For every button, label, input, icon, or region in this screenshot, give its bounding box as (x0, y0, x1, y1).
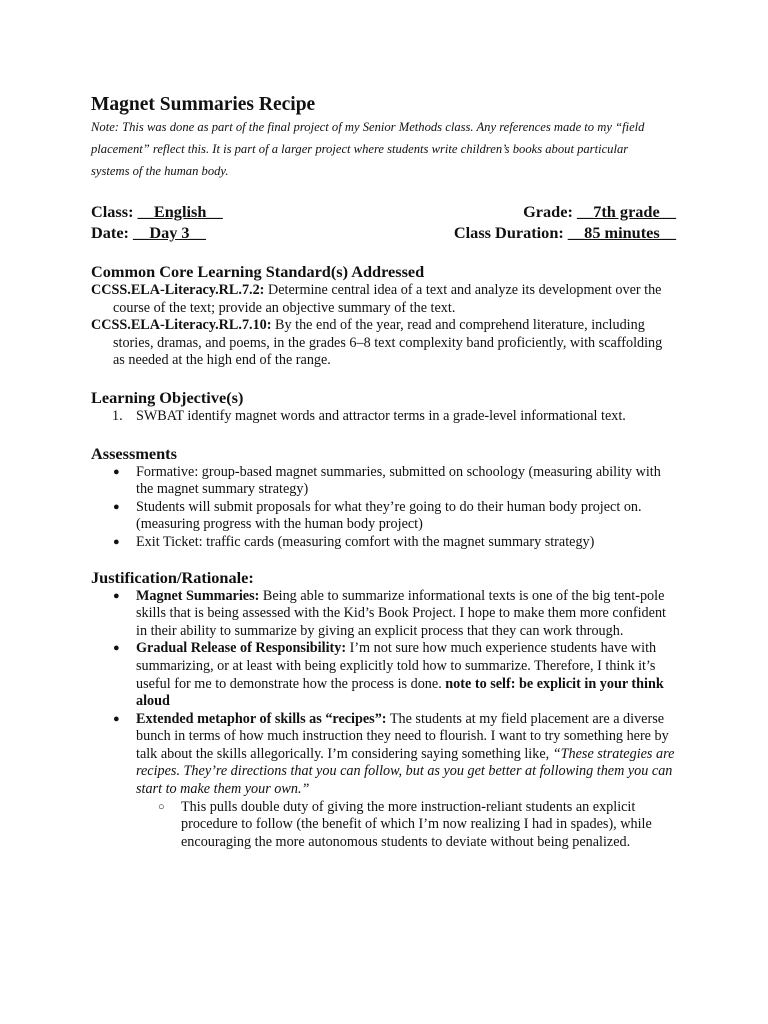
bullet-icon: ● (113, 535, 120, 548)
standard-code: CCSS.ELA-Literacy.RL.7.2: (91, 282, 265, 298)
standard-item (91, 282, 676, 317)
grade-field (523, 201, 676, 222)
assessment-text: Formative: group-based magnet summaries, submitted on schoology (measuring ability with the magnet summary strategy) (136, 463, 661, 498)
justification-label: Extended metaphor of skills as “recipes”: (136, 710, 387, 727)
objectives-list (91, 408, 676, 426)
assessment-text: Exit Ticket: traffic cards (measuring comfort with the magnet summary strategy) (136, 533, 595, 550)
standard-item (91, 317, 676, 370)
objectives-section (91, 388, 676, 426)
justification-label: Gradual Release of Responsibility: (136, 640, 347, 657)
assessment-item (91, 499, 676, 534)
justification-subitem (136, 799, 676, 852)
assessment-text: Students will submit proposals for what they’re going to do their human body project on. (measuring progress with the human body project) (136, 498, 642, 533)
assessment-item (91, 464, 676, 499)
bullet-icon: ● (113, 712, 120, 725)
justification-item (91, 711, 676, 852)
standard-code: CCSS.ELA-Literacy.RL.7.10: (91, 317, 272, 334)
grade-label: Grade: (523, 202, 573, 221)
objective-item (91, 408, 676, 426)
justification-text: The students at my field placement are a diverse bunch in terms of how much instruction they need to flourish. I want to try something here by talk about the skills allegorically. I’m considering saying something like, (136, 710, 669, 762)
bullet-icon: ● (113, 500, 120, 513)
assessment-item (91, 534, 676, 552)
standard-text: By the end of the year, read and comprehend literature, including stories, dramas, and poems, in the grades 6–8 text complexity band proficiently, with scaffolding as needed at the high end of the range. (113, 317, 663, 369)
lesson-meta (91, 201, 676, 243)
class-field (91, 201, 223, 222)
grade-value: __7th grade__ (576, 202, 676, 221)
duration-field (454, 222, 676, 243)
class-value: __English__ (137, 202, 223, 221)
intro-note: Note: This was done as part of the final project of my Senior Methods class. Any references made to my “field placement” reflect this. It is part of a larger project where students write children’s books about particular systems of the human body. (91, 120, 645, 178)
objective-number: 1. (112, 407, 123, 424)
assessments-section (91, 444, 676, 552)
justification-label: Magnet Summaries: (136, 587, 260, 604)
duration-label: Class Duration: (453, 223, 564, 242)
duration-value: __85 minutes__ (567, 223, 676, 242)
assessments-heading: Assessments (91, 443, 177, 463)
meta-row-class-grade (91, 201, 676, 222)
justification-heading: Justification/Rationale: (91, 567, 254, 587)
assessments-list (91, 464, 676, 552)
recipe-quote: “These strategies are recipes. They’re directions that you can follow, but as you get better at following them you can start to make them your own.” (136, 745, 675, 798)
meta-row-date-duration (91, 222, 676, 243)
subitem-text: This pulls double duty of giving the more instruction-reliant students an explicit procedure to follow (the benefit of which I’m now realizing I had in spades), while encouraging the more autonomous students to deviate without being penalized. (181, 798, 652, 850)
justification-sublist (136, 799, 676, 852)
justification-section (91, 568, 676, 852)
standards-section (91, 262, 676, 370)
document-body (91, 94, 676, 851)
date-value: __Day 3__ (133, 223, 206, 242)
date-field (91, 222, 206, 243)
objective-text: SWBAT identify magnet words and attractor terms in a grade-level informational text. (136, 407, 626, 424)
standards-heading: Common Core Learning Standard(s) Addressed (91, 262, 425, 281)
document-title: Magnet Summaries Recipe (91, 94, 316, 115)
objectives-heading: Learning Objective(s) (91, 387, 244, 407)
justification-item (91, 640, 676, 710)
note-to-self: note to self: be explicit in your think aloud (136, 675, 664, 710)
hollow-bullet-icon: ○ (158, 800, 165, 813)
justification-item (91, 588, 676, 641)
class-label: Class: (91, 202, 134, 221)
justification-text: Being able to summarize informational texts is one of the big tent-pole skills that is being assessed with the Kid’s Book Project. I hope to make them more confident in their ability to summarize by giving an explicit process that they can work through. (136, 587, 666, 639)
justification-list (91, 588, 676, 852)
bullet-icon: ● (113, 589, 120, 602)
bullet-icon: ● (113, 642, 120, 655)
standard-text: Determine central idea of a text and analyze its development over the course of the text; provide an objective summary of the text. (113, 282, 662, 316)
date-label: Date: (91, 223, 129, 242)
bullet-icon: ● (113, 465, 120, 478)
justification-text: I’m not sure how much experience students have with summarizing, or at least with being explicitly told how to summarize. Therefore, I think it’s useful for me to demonstrate how the process is done. (136, 640, 657, 692)
